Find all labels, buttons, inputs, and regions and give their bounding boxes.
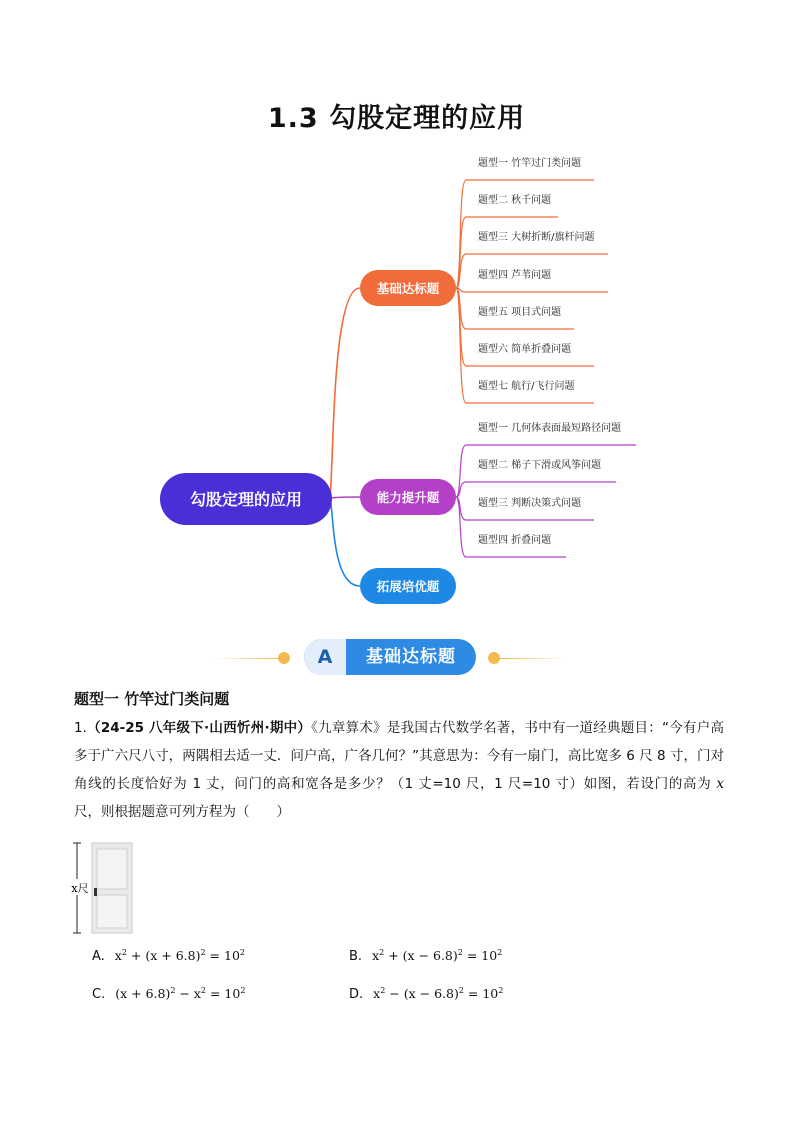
page-title: 1.3 勾股定理的应用 bbox=[267, 103, 526, 134]
branch-node-label: 能力提升题 bbox=[376, 490, 440, 505]
mindmap-root bbox=[160, 473, 332, 525]
question-number: 1. bbox=[74, 720, 87, 736]
option-c[interactable] bbox=[92, 986, 245, 1002]
option-a[interactable] bbox=[92, 948, 245, 964]
answer-options bbox=[0, 944, 793, 1014]
door-figure bbox=[68, 840, 138, 936]
mindmap-leaf: 题型三 判断决策式问题 bbox=[478, 498, 582, 509]
branch-node-label: 基础达标题 bbox=[376, 281, 440, 296]
question-variable: x bbox=[716, 776, 724, 792]
branch-connector bbox=[330, 498, 360, 586]
option-label: A. bbox=[92, 949, 105, 965]
formula-term: = 10 bbox=[206, 986, 241, 1002]
mindmap-branch bbox=[360, 479, 456, 515]
question-1 bbox=[74, 714, 724, 826]
mindmap-leaf: 题型四 芦苇问题 bbox=[478, 270, 552, 281]
mindmap-leaf: 题型一 竹竿过门类问题 bbox=[478, 158, 582, 169]
formula-exponent: 2 bbox=[121, 948, 127, 957]
formula-exponent: 2 bbox=[380, 986, 386, 995]
banner-line-right bbox=[498, 658, 568, 659]
option-formula bbox=[115, 986, 245, 1001]
formula-term: = 10 bbox=[463, 986, 499, 1002]
option-formula bbox=[115, 948, 245, 963]
formula-exponent: 2 bbox=[458, 986, 464, 995]
formula-term: = 10 bbox=[205, 948, 240, 964]
mindmap-leaf: 题型六 简单折叠问题 bbox=[478, 344, 572, 355]
banner-pill bbox=[304, 639, 476, 675]
formula-exponent: 2 bbox=[240, 986, 246, 995]
formula-exponent: 2 bbox=[200, 948, 206, 957]
formula-term: x bbox=[373, 986, 381, 1002]
mindmap-leaf: 题型四 折叠问题 bbox=[478, 535, 552, 546]
formula-term: + (x − 6.8) bbox=[384, 948, 458, 964]
question-text-part2: 尺，则根据题意可列方程为（ ） bbox=[74, 804, 290, 820]
mindmap-leaf: 题型二 梯子下滑或风筝问题 bbox=[478, 460, 602, 471]
mindmap-branch bbox=[360, 270, 456, 306]
banner-text: 基础达标题 bbox=[366, 647, 456, 667]
formula-exponent: 2 bbox=[497, 948, 503, 957]
formula-exponent: 2 bbox=[239, 948, 245, 957]
formula-exponent: 2 bbox=[457, 948, 463, 957]
question-source: （24-25 八年级下·山西忻州·期中） bbox=[86, 720, 312, 736]
formula-term: = 10 bbox=[462, 948, 498, 964]
option-d[interactable] bbox=[349, 986, 503, 1002]
banner-line-left bbox=[212, 658, 282, 659]
branch-connector bbox=[330, 288, 360, 498]
branch-connector bbox=[330, 497, 360, 498]
banner-letter: A bbox=[304, 639, 346, 675]
formula-term: − (x − 6.8) bbox=[385, 986, 459, 1002]
formula-exponent: 2 bbox=[170, 986, 176, 995]
formula-term: x bbox=[114, 948, 122, 964]
formula-exponent: 2 bbox=[498, 986, 504, 995]
formula-exponent: 2 bbox=[379, 948, 385, 957]
root-node-label: 勾股定理的应用 bbox=[189, 490, 303, 509]
mindmap-leaf: 题型二 秋千问题 bbox=[478, 195, 552, 206]
option-b[interactable] bbox=[349, 948, 502, 964]
leaf-connector bbox=[456, 497, 466, 557]
option-label: B. bbox=[349, 949, 363, 965]
mindmap-leaf: 题型五 项目式问题 bbox=[478, 307, 562, 318]
door-height-label: x尺 bbox=[71, 882, 89, 895]
banner-dot-left bbox=[278, 652, 290, 664]
formula-term: (x + 6.8) bbox=[115, 986, 171, 1002]
mindmap-branch bbox=[360, 568, 456, 604]
mindmap-leaf: 题型七 航行/飞行问题 bbox=[478, 381, 575, 392]
question-text-part1: 《九章算术》是我国古代数学名著，书中有一道经典题目：“今有户高多于广六尺八寸，两隅相去适一丈．问户高，广各几何？”其意思为：今有一扇门，高比宽多 6 尺 8 寸，门对角线的长度恰好为 1 丈，问门的高和宽各是多少？（1 丈=10 尺，1 尺=10 寸）如图，若设门的高为 bbox=[74, 720, 724, 792]
formula-term: + (x + 6.8) bbox=[126, 948, 201, 964]
mindmap-leaf: 题型三 大树折断/旗杆问题 bbox=[478, 232, 595, 243]
formula-term: − x bbox=[175, 986, 201, 1002]
formula-exponent: 2 bbox=[200, 986, 206, 995]
leaf-connector bbox=[456, 445, 466, 497]
branch-node-label: 拓展培优题 bbox=[376, 579, 440, 594]
section-heading: 题型一 竹竿过门类问题 bbox=[74, 690, 230, 708]
formula-term: x bbox=[372, 948, 380, 964]
option-formula bbox=[372, 948, 502, 963]
option-label: D. bbox=[349, 987, 364, 1003]
mindmap-leaf: 题型一 几何体表面最短路径问题 bbox=[478, 423, 622, 434]
section-banner bbox=[0, 635, 793, 679]
option-formula bbox=[373, 986, 503, 1001]
option-label: C. bbox=[92, 987, 106, 1003]
mindmap bbox=[0, 140, 793, 620]
